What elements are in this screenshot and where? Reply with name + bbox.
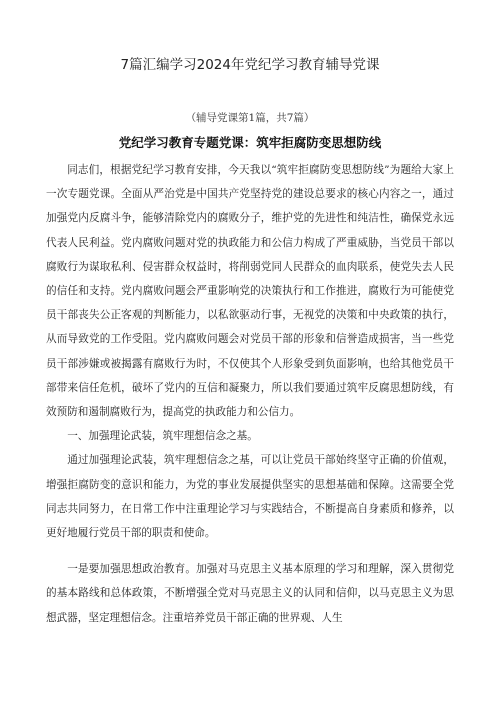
paragraph-intro: 同志们，根据党纪学习教育安排，今天我以“筑牢拒腐防变思想防线”为题给大家上一次专题党课。全面从严治党是中国共产党坚持党的建设总要求的核心内容之一，通过加强党内反腐斗争，能够清除党内的腐败分子，维护党的先进性和纯洁性，确保党永远代表人民利益。党内腐败问题对党的执政能力和公信力构成了严重威胁，当党员干部以腐败行为谋取私利、侵害群众权益时，将削弱党同人民群众的血肉联系，使党失去人民的信任和支持。党内腐败问题会严重影响党的决策执行和工作推进，腐败行为可能使党员干部丧失公正客观的判断能力，以私欲驱动行事，无视党的决策和中央政策的执行，从而导致党的工作受阻。党内腐败问题会对党员干部的形象和信誉造成损害，当一些党员干部涉嫌或被揭露有腐败行为时，不仅使其个人形象受到负面影响，也给其他党员干部带来信任危机，破坏了党内的互信和凝聚力，所以我们要通过筑牢反腐思想防线，有效预防和遏制腐败行为，提高党的执政能力和公信力。	[46, 164, 454, 419]
paragraph-heading-1: 一、加强理论武装，筑牢理想信念之基。	[67, 430, 258, 443]
body-text	[46, 158, 454, 630]
document-title: 7篇汇编学习2024年党纪学习教育辅导党课	[120, 57, 380, 73]
paragraph-section-1: 通过加强理论武装，筑牢理想信念之基，可以让党员干部始终坚守正确的价值观，增强拒腐防变的意识和能力，为党的事业发展提供坚实的思想基础和保障。这需要全党同志共同努力，在日常工作中注重理论学习与实践结合，不断提高自身素质和修养，以更好地履行党员干部的职责和使命。	[46, 454, 454, 540]
series-note: （辅导党课第1篇，共7篇）	[185, 112, 315, 124]
section-title: 党纪学习教育专题党课：筑牢拒腐防变思想防线	[118, 135, 382, 150]
paragraph-point-1: 一是要加强思想政治教育。加强对马克思主义基本原理的学习和理解，深入贯彻党的基本路线和总体政策，不断增强全党对马克思主义的认同和信仰，以马克思主义为思想武器，坚定理想信念。注重培养党员干部正确的世界观、人生	[46, 563, 454, 624]
